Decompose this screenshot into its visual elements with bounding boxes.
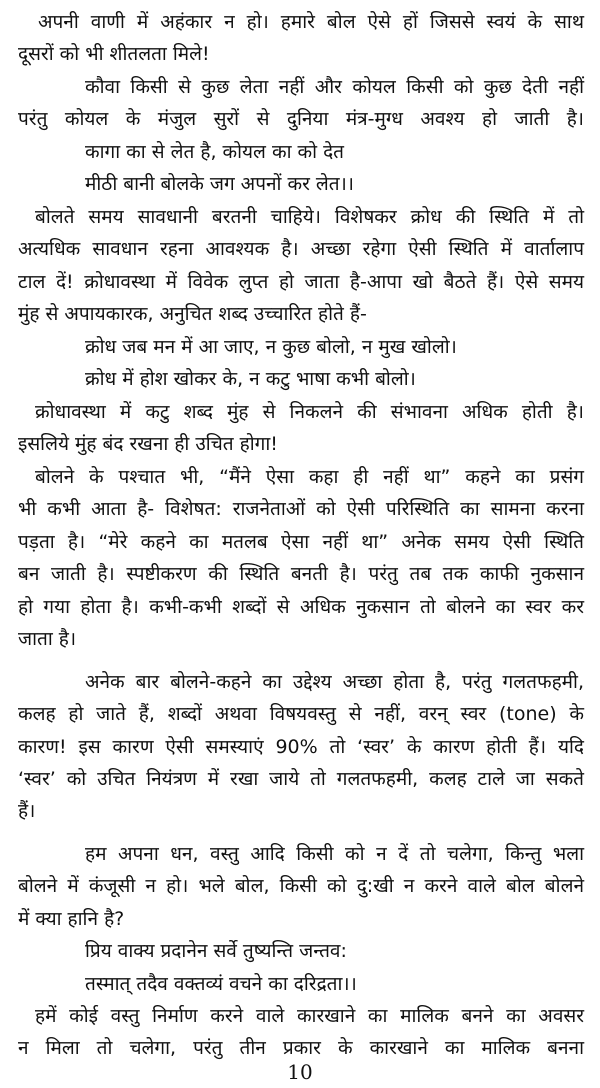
text-line: [0, 365, 600, 393]
text-line: [0, 203, 600, 231]
line-text: बोलने में कंजूसी न हो। भले बोल, किसी को दु:खी न करने वाले बोल बोलने: [18, 875, 584, 897]
text-line: [0, 73, 600, 101]
text-line: [0, 560, 600, 588]
line-text: तस्मात् तदैव वक्तव्यं वचने का दरिद्रता।।: [85, 973, 357, 995]
text-line: [0, 872, 600, 900]
line-text: ‘स्वर’ को उचित नियंत्रण में रखा जाये तो गलतफहमी, कलह टाले जा सकते: [18, 768, 584, 790]
text-line: [0, 300, 600, 328]
text-line: [0, 797, 600, 825]
line-text: दूसरों को भी शीतलता मिले!: [18, 43, 210, 65]
line-text: क्रोध में होश खोकर के, न कटु भाषा कभी बोलो।: [85, 368, 416, 390]
line-text: प्रिय वाक्य प्रदानेन सर्वे तुष्यन्ति जन्तव:: [85, 940, 347, 962]
page-number: 10: [287, 1060, 313, 1084]
line-text: क्रोधावस्था में कटु शब्द मुंह से निकलने की संभावना अधिक होती है।: [35, 401, 584, 423]
text-line: [0, 8, 600, 36]
line-text: कलह हो जाते हैं, शब्दों अथवा विषयवस्तु से नहीं, वरन् स्वर (tone) के: [18, 703, 584, 725]
line-text: जाता है।: [18, 628, 77, 650]
line-text: न मिला तो चलेगा, परंतु तीन प्रकार के कारखाने का मालिक बनना: [18, 1037, 584, 1059]
line-text: हमें कोई वस्तु निर्माण करने वाले कारखाने का मालिक बनने का अवसर: [35, 1005, 584, 1027]
line-text: अनेक बार बोलने-कहने का उद्देश्य अच्छा होता है, परंतु गलतफहमी,: [85, 671, 584, 693]
line-text: पड़ता है। “मेरे कहने का मतलब ऐसा नहीं था” अनेक समय ऐसी स्थिति: [18, 531, 584, 553]
line-text: में क्या हानि है?: [18, 908, 125, 930]
text-line: [0, 235, 600, 263]
line-text: भी कभी आता है- विशेषत: राजनेताओं को ऐसी परिस्थिति का सामना करना: [18, 498, 584, 520]
text-line: [0, 733, 600, 761]
text-line: [0, 398, 600, 426]
line-text: हम अपना धन, वस्तु आदि किसी को न दें तो चलेगा, किन्तु भला: [85, 843, 584, 865]
text-line: [0, 937, 600, 965]
text-line: [0, 40, 600, 68]
text-line: [0, 268, 600, 296]
line-text: कारण! इस कारण ऐसी समस्याएं 90% तो ‘स्वर’ के कारण होती हैं। यदि: [18, 736, 584, 758]
text-line: [0, 700, 600, 728]
text-line: [0, 593, 600, 621]
line-text: बन जाती है। स्पष्टीकरण की स्थिति बनती है। परंतु तब तक काफी नुकसान: [18, 563, 584, 585]
text-line: [0, 105, 600, 133]
line-text: मीठी बानी बोलके जग अपनों कर लेत।।: [85, 173, 355, 195]
text-line: [0, 765, 600, 793]
text-line: [0, 138, 600, 166]
line-text: कागा का से लेत है, कोयल का को देत: [85, 141, 345, 163]
line-text: हैं।: [18, 800, 36, 822]
line-text: बोलने के पश्चात भी, “मैंने ऐसा कहा ही नहीं था” कहने का प्रसंग: [35, 466, 584, 488]
line-text: हो गया होता है। कभी-कभी शब्दों से अधिक नुकसान तो बोलने का स्वर कर: [18, 596, 584, 618]
text-line: [0, 668, 600, 696]
line-text: कौवा किसी से कुछ लेता नहीं और कोयल किसी को कुछ देती नहीं: [85, 76, 584, 98]
text-line: [0, 625, 600, 653]
text-line: [0, 840, 600, 868]
line-text: परंतु कोयल के मंजुल सुरों से दुनिया मंत्र-मुग्ध अवश्य हो जाती है।: [18, 108, 584, 130]
line-text: मुंह से अपायकारक, अनुचित शब्द उच्चारित होते हैं-: [18, 303, 367, 325]
line-text: बोलते समय सावधानी बरतनी चाहिये। विशेषकर क्रोध की स्थिति में तो: [35, 206, 584, 228]
line-text: टाल दें! क्रोधावस्था में विवेक लुप्त हो जाता है-आपा खो बैठते हैं। ऐसे समय: [18, 271, 584, 293]
line-text: अपनी वाणी में अहंकार न हो। हमारे बोल ऐसे हों जिससे स्वयं के साथ: [38, 11, 584, 33]
text-line: [0, 1034, 600, 1062]
text-line: [0, 528, 600, 556]
text-line: [0, 430, 600, 458]
text-line: [0, 463, 600, 491]
text-line: [0, 495, 600, 523]
text-line: [0, 333, 600, 361]
text-line: [0, 905, 600, 933]
line-text: इसलिये मुंह बंद रखना ही उचित होगा!: [18, 433, 278, 455]
line-text: अत्यधिक सावधान रहना आवश्यक है। अच्छा रहेगा ऐसी स्थिति में वार्तालाप: [18, 238, 584, 260]
line-text: क्रोध जब मन में आ जाए, न कुछ बोलो, न मुख खोलो।: [85, 336, 457, 358]
text-line: [0, 970, 600, 998]
text-line: [0, 170, 600, 198]
text-line: [0, 1002, 600, 1030]
